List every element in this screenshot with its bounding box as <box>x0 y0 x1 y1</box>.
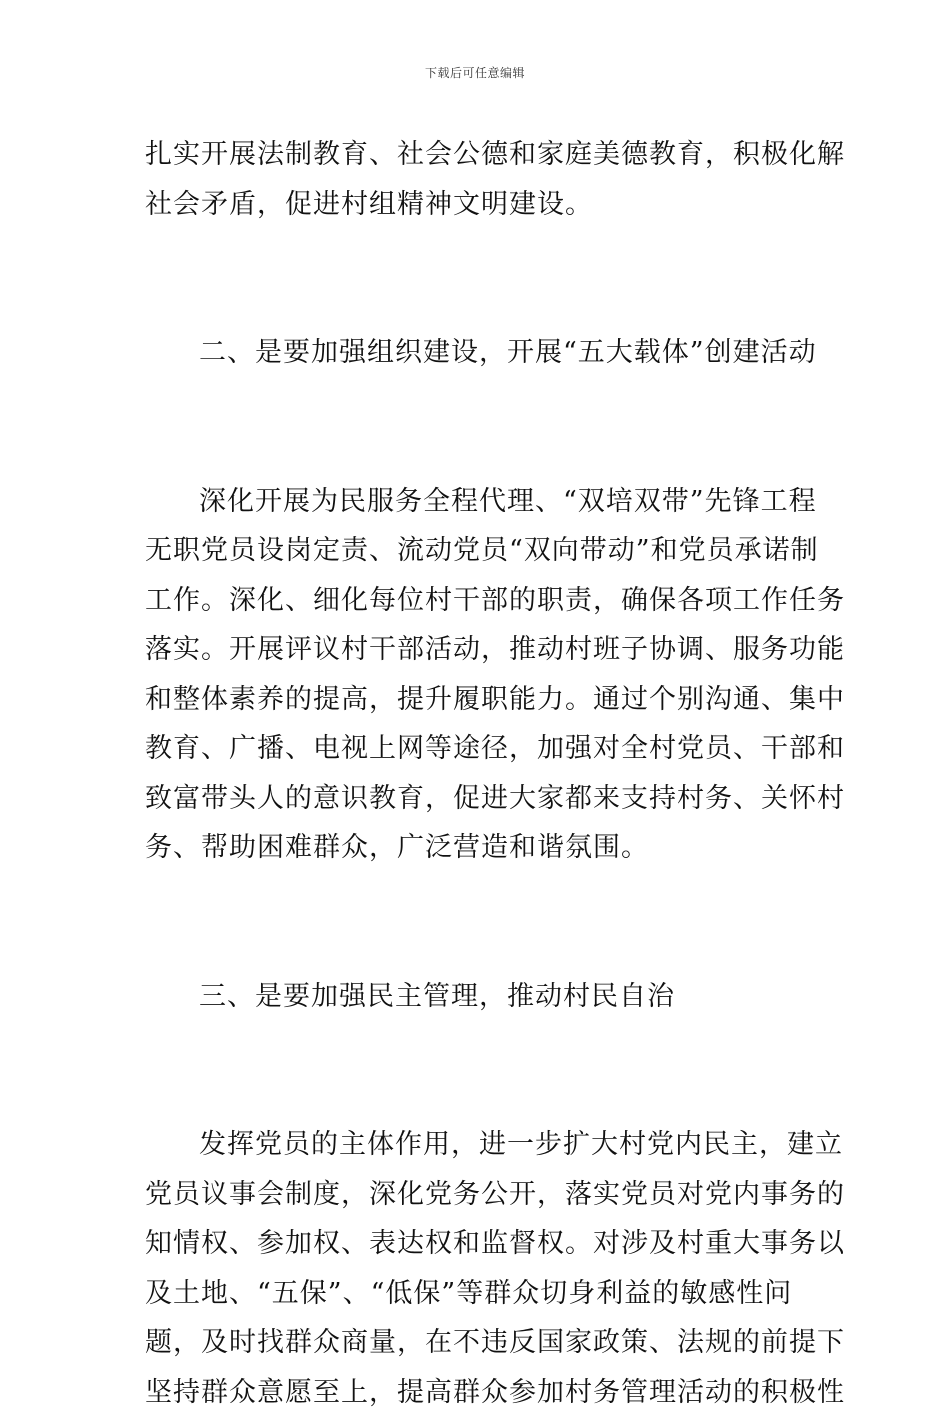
text-line: 和整体素养的提高，提升履职能力。通过个别沟通、集中 <box>145 675 809 725</box>
paragraph-gap <box>145 873 809 972</box>
text-line: 教育、广播、电视上网等途径，加强对全村党员、干部和 <box>145 724 809 774</box>
text-line: 致富带头人的意识教育，促进大家都来支持村务、关怀村 <box>145 774 809 824</box>
paragraph-gap <box>145 229 809 328</box>
text-line: 及土地、“五保”、“低保”等群众切身利益的敏感性问 <box>145 1269 809 1319</box>
paragraph-gap <box>145 1021 809 1120</box>
text-line: 坚持群众意愿至上，提高群众参加村务管理活动的积极性 <box>145 1368 809 1417</box>
paragraph-2 <box>145 477 809 873</box>
text-line: 题，及时找群众商量，在不违反国家政策、法规的前提下 <box>145 1318 809 1368</box>
text-line: 落实。开展评议村干部活动，推动村班子协调、服务功能 <box>145 625 809 675</box>
text-line: 发挥党员的主体作用，进一步扩大村党内民主，建立 <box>145 1120 809 1170</box>
text-line: 扎实开展法制教育、社会公德和家庭美德教育，积极化解 <box>145 130 809 180</box>
text-line: 社会矛盾，促进村组精神文明建设。 <box>145 180 809 230</box>
text-line: 深化开展为民服务全程代理、“双培双带”先锋工程 <box>145 477 809 527</box>
section-heading-3 <box>145 972 809 1022</box>
document-body <box>145 130 809 1417</box>
paragraph-3 <box>145 1120 809 1417</box>
text-line: 知情权、参加权、表达权和监督权。对涉及村重大事务以 <box>145 1219 809 1269</box>
text-line: 党员议事会制度，深化党务公开，落实党员对党内事务的 <box>145 1170 809 1220</box>
heading-line: 三、是要加强民主管理，推动村民自治 <box>145 972 809 1022</box>
section-heading-2 <box>145 328 809 378</box>
text-line: 无职党员设岗定责、流动党员“双向带动”和党员承诺制 <box>145 526 809 576</box>
text-line: 工作。深化、细化每位村干部的职责，确保各项工作任务 <box>145 576 809 626</box>
heading-line: 二、是要加强组织建设，开展“五大载体”创建活动 <box>145 328 809 378</box>
paragraph-gap <box>145 378 809 477</box>
page-header-note: 下载后可任意编辑 <box>0 64 950 81</box>
paragraph-1 <box>145 130 809 229</box>
text-line: 务、帮助困难群众，广泛营造和谐氛围。 <box>145 823 809 873</box>
